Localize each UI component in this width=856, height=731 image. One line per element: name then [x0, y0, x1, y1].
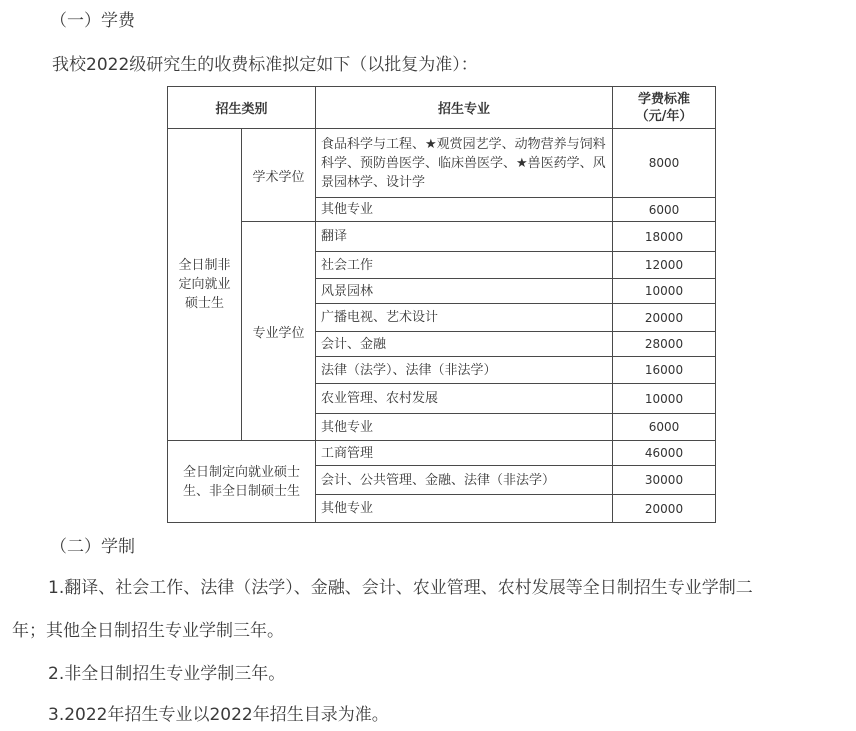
fee-cell: 8000: [613, 129, 716, 198]
major-cell: 社会工作: [316, 252, 613, 279]
header-major: 招生专业: [316, 87, 613, 129]
header-fee-line2: （元/年）: [635, 108, 693, 124]
major-cell: 食品科学与工程、★观赏园艺学、动物营养与饲料科学、预防兽医学、临床兽医学、★兽医药学、风景园林学、设计学: [316, 129, 613, 198]
fee-cell: 28000: [613, 332, 716, 357]
fee-cell: 20000: [613, 304, 716, 332]
fee-cell: 16000: [613, 357, 716, 384]
major-cell: 工商管理: [316, 441, 613, 466]
major-cell: 翻译: [316, 222, 613, 252]
section-title-tuition: （一）学费: [50, 11, 135, 31]
group-fulltime-nontargeted: 全日制非定向就业硕士生: [168, 129, 242, 441]
major-cell: 广播电视、艺术设计: [316, 304, 613, 332]
fee-cell: 6000: [613, 414, 716, 441]
group-targeted-parttime: 全日制定向就业硕士生、非全日制硕士生: [168, 441, 316, 523]
duration-paragraph-1-line1: 1.翻译、社会工作、法律（法学）、金融、会计、农业管理、农村发展等全日制招生专业学制二: [48, 578, 753, 598]
table-row: [168, 222, 716, 252]
degree-academic: 学术学位: [242, 129, 316, 222]
fee-cell: 6000: [613, 198, 716, 222]
degree-professional: 专业学位: [242, 222, 316, 441]
fee-cell: 20000: [613, 495, 716, 523]
table-row: [168, 441, 716, 466]
table-header-row: [168, 87, 716, 129]
fee-cell: 10000: [613, 279, 716, 304]
table-row: [168, 129, 716, 198]
major-cell: 农业管理、农村发展: [316, 384, 613, 414]
intro-text: 我校2022级研究生的收费标准拟定如下（以批复为准）：: [52, 55, 478, 75]
fee-cell: 30000: [613, 466, 716, 495]
header-fee: [613, 87, 716, 129]
fee-cell: 10000: [613, 384, 716, 414]
major-cell: 会计、公共管理、金融、法律（非法学）: [316, 466, 613, 495]
fee-cell: 18000: [613, 222, 716, 252]
major-cell: 其他专业: [316, 414, 613, 441]
major-cell: 其他专业: [316, 495, 613, 523]
major-cell: 风景园林: [316, 279, 613, 304]
fee-cell: 46000: [613, 441, 716, 466]
duration-paragraph-1-line2: 年；其他全日制招生专业学制三年。: [12, 621, 284, 641]
header-fee-line1: 学费标准: [637, 91, 690, 107]
header-category: 招生类别: [168, 87, 316, 129]
major-cell: 其他专业: [316, 198, 613, 222]
major-cell: 会计、金融: [316, 332, 613, 357]
major-cell: 法律（法学）、法律（非法学）: [316, 357, 613, 384]
duration-paragraph-2: 2.非全日制招生专业学制三年。: [48, 664, 286, 684]
tuition-table: [167, 86, 716, 523]
section-title-duration: （二）学制: [50, 537, 135, 557]
duration-paragraph-3: 3.2022年招生专业以2022年招生目录为准。: [48, 705, 389, 725]
fee-cell: 12000: [613, 252, 716, 279]
